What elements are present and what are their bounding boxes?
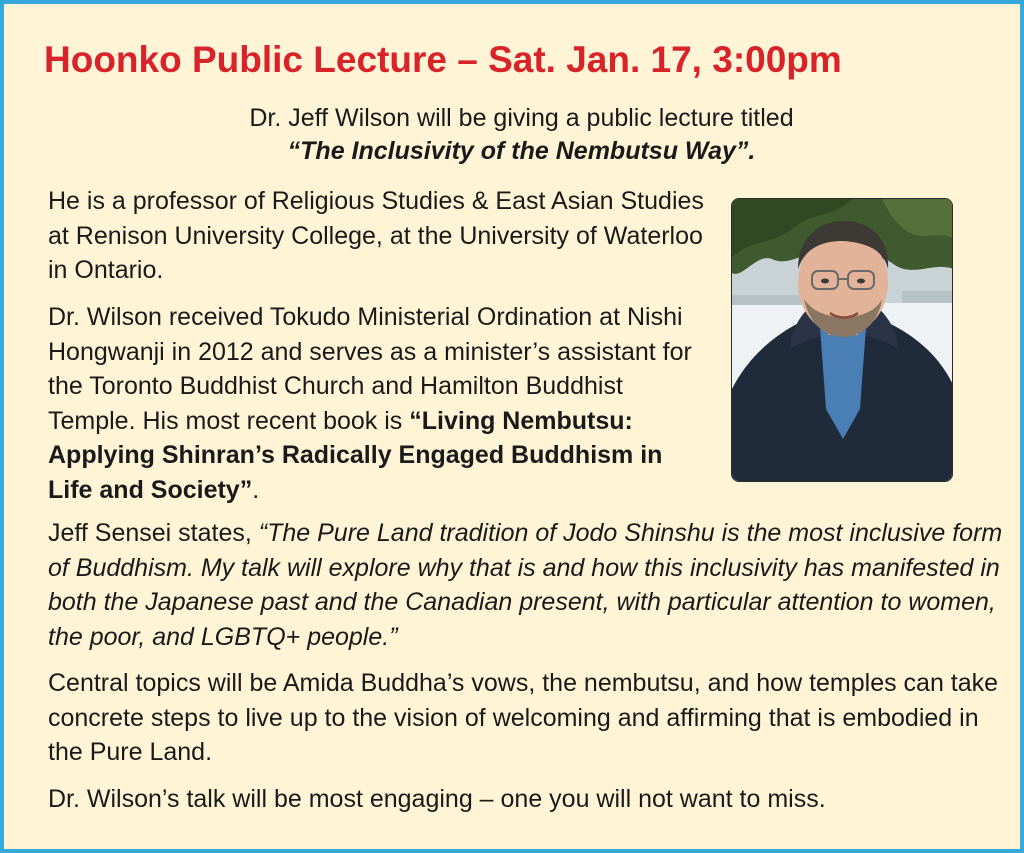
bio-paragraph-2 <box>48 300 713 507</box>
lecture-intro <box>44 102 999 168</box>
closing-paragraph: Dr. Wilson’s talk will be most engaging – one you will not want to miss. <box>48 785 826 813</box>
quote-lead: Jeff Sensei states, <box>48 519 259 547</box>
book-title: “Living Nembutsu: Applying Shinran’s Radically Engaged Buddhism in Life and Society” <box>48 406 663 504</box>
quote-paragraph <box>48 516 1008 654</box>
bio-text: Dr. Wilson received Tokudo Ministerial Ordination at Nishi Hongwanji in 2012 and serves as a minister’s assistant for the Toronto Buddhist Church and Hamilton Buddhist Temple. His most recent book is <box>48 303 692 435</box>
intro-line: Dr. Jeff Wilson will be giving a public lecture titled <box>249 104 794 132</box>
speaker-quote: “The Pure Land tradition of Jodo Shinshu is the most inclusive form of Buddhism. My talk will explore why that is and how this inclusivity has manifested in both the Japanese past and the Canadian present, with particular attention to women, the poor, and LGBTQ+ people.” <box>48 519 1003 651</box>
lecture-name: “The Inclusivity of the Nembutsu Way”. <box>287 137 756 165</box>
bio-end: . <box>252 475 260 504</box>
speaker-photo <box>731 198 953 482</box>
bio-paragraph-1: He is a professor of Religious Studies & East Asian Studies at Renison University College, at the University of Waterloo in Ontario. <box>48 187 704 284</box>
lecture-title: Hoonko Public Lecture – Sat. Jan. 17, 3:00pm <box>44 39 842 80</box>
topics-paragraph: Central topics will be Amida Buddha’s vows, the nembutsu, and how temples can take concrete steps to live up to the vision of welcoming and affirming that is embodied in the Pure Land. <box>48 669 999 766</box>
